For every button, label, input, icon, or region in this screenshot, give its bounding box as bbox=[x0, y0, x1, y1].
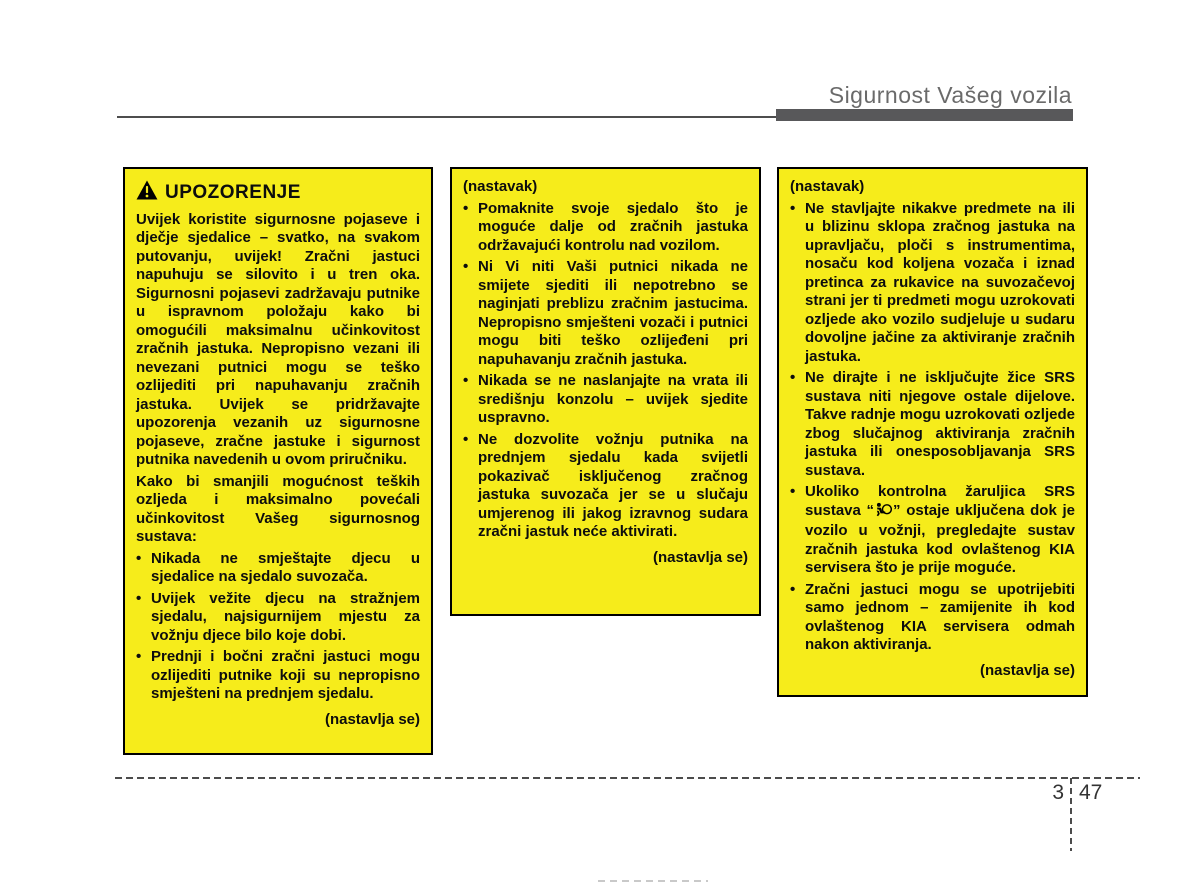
bullet-text: Nikada se ne naslanjajte na vrata ili središnju konzolu – uvijek sjedite uspravno. bbox=[478, 372, 748, 426]
warning-paragraph: Uvijek koristite sigurnosne pojaseve i dječje sjedalice – svatko, na svakom putovanju, uvijek! Zračni jastuci napuhuju se silovito i u tren oka. Sigurnosni pojasevi zadržavaju putnike u ispravnom položaju kako bi omogućili maksimalnu učinkovitost zračnih jastuka. Nepropisno vezani ili nevezani putnici mogu se teško ozlijediti pri napuhavanju zračnih jastuka. Uvijek se pridržavajte upozorenja vezanih uz sigurnosne pojaseve, zračne jastuke i sigurnost putnika navedenih u ovom priručniku. bbox=[136, 210, 420, 468]
bullet-text-before: Ukoliko kontrolna žaruljica SRS sustava “ bbox=[805, 483, 1075, 519]
bullet-text: Uvijek vežite djecu na stražnjem sjedalu, najsigurnijem mjestu za vožnju djece bilo koje dobi. bbox=[151, 589, 420, 644]
footer-dashed-rule bbox=[115, 777, 1140, 779]
bullet-text: Ne stavljajte nikakve predmete na ili u blizinu sklopa zračnog jastuka na upravljaču, ploči s instrumentima, nosaču kod koljena vozača i iznad pretinca za rukavice na suvozačevoj strani jer ti predmeti mogu uzrokovati ozljede ako vozilo sudjeluje u sudaru dovoljne jačine za aktiviranje zračnih jastuka. bbox=[805, 199, 1075, 365]
bullet-marker: • bbox=[136, 589, 142, 607]
bullet-text: Zračni jastuci mogu se upotrijebiti samo jednom – zamijenite ih kod ovlaštenog KIA servisera odmah nakon aktiviranja. bbox=[805, 580, 1075, 653]
bullet-marker: • bbox=[790, 199, 796, 217]
warning-bullet-item bbox=[136, 590, 420, 646]
bullet-marker: • bbox=[463, 258, 469, 275]
continued-label: (nastavlja se) bbox=[979, 661, 1075, 679]
bullet-text: Ne dirajte i ne isključujte žice SRS sustava niti njegove ostale dijelove. Takve radnje mogu uzrokovati ozljede zbog slučajnog aktiviranja zračnih jastuka ili onesposobljavanja SRS sustava. bbox=[805, 369, 1075, 479]
header-rule-bar bbox=[776, 109, 1073, 121]
warning-bullet-item bbox=[463, 372, 748, 428]
warning-triangle-icon bbox=[136, 180, 158, 206]
bullet-text-after: ” ostaje uključena dok je vozilo u vožnji, pregledajte sustav zračnih jastuka kod ovlaštenog KIA servisera što je prije moguće. bbox=[805, 501, 1075, 576]
footer-chapter-number: 3 bbox=[1052, 781, 1064, 804]
warning-box-2 bbox=[450, 167, 761, 616]
bullet-text: Ni Vi niti Vaši putnici nikada ne smijete sjediti ili nepotrebno se naginjati preblizu zračnim jastucima. Nepropisno smješteni vozači i putnici mogu biti teško ozlijeđeni pri napuhavanju zračnih jastuka. bbox=[478, 258, 748, 368]
bullet-text: Prednji i bočni zračni jastuci mogu ozlijediti putnike koji su nepropisno smješteni na prednjem sjedalu. bbox=[151, 648, 420, 702]
warning-box-1-title: UPOZORENJE bbox=[165, 181, 301, 203]
footer-page-number: 47 bbox=[1079, 781, 1103, 804]
bullet-text: Nikada ne smještajte djecu u sjedalice na sjedalo suvozača. bbox=[151, 549, 420, 585]
airbag-warning-lamp-icon bbox=[875, 502, 892, 523]
chapter-title: Sigurnost Vašeg vozila bbox=[828, 82, 1072, 108]
bullet-marker: • bbox=[136, 648, 142, 665]
warning-bullet-item bbox=[790, 369, 1075, 480]
warning-box-2-title: (nastavak) bbox=[463, 178, 538, 195]
bullet-marker: • bbox=[463, 372, 469, 389]
bullet-marker: • bbox=[463, 199, 469, 217]
bullet-marker: • bbox=[136, 549, 142, 567]
warning-bullet-item bbox=[790, 200, 1075, 367]
bullet-text bbox=[805, 483, 1075, 578]
warning-paragraph: Kako bi smanjili mogućnost teških ozljeda i maksimalno povećali učinkovitost Vašeg sigurnosnog sustava: bbox=[136, 472, 420, 545]
warning-box-1 bbox=[123, 167, 433, 755]
bullet-marker: • bbox=[790, 483, 796, 500]
continued-label: (nastavlja se) bbox=[324, 710, 420, 728]
bullet-text: Ne dozvolite vožnju putnika na prednjem sjedalu kada svijetli pokazivač isključenog zračnog jastuka suvozača jer se u slučaju umjerenog ili jakog izravnog sudara zračni jastuk neće aktivirati. bbox=[478, 430, 748, 540]
warning-bullet-item bbox=[136, 648, 420, 704]
header-rule-thin bbox=[117, 116, 776, 118]
warning-bullet-item bbox=[463, 200, 748, 256]
warning-bullet-item bbox=[136, 550, 420, 587]
warning-bullet-item bbox=[463, 258, 748, 369]
warning-box-3-title: (nastavak) bbox=[790, 178, 865, 195]
warning-box-3 bbox=[777, 167, 1088, 697]
continued-label: (nastavlja se) bbox=[652, 548, 748, 566]
bullet-marker: • bbox=[463, 430, 469, 448]
bottom-edge-dash-fragment bbox=[598, 880, 708, 882]
warning-bullet-item bbox=[790, 581, 1075, 655]
bullet-marker: • bbox=[790, 369, 796, 386]
warning-bullet-item bbox=[463, 431, 748, 542]
warning-box-1-titlebar bbox=[136, 180, 420, 206]
bullet-text: Pomaknite svoje sjedalo što je moguće dalje od zračnih jastuka održavajući kontrolu nad vozilom. bbox=[478, 199, 748, 254]
bullet-marker: • bbox=[790, 580, 796, 598]
footer-dashed-divider bbox=[1070, 778, 1072, 851]
warning-bullet-item bbox=[790, 483, 1075, 578]
